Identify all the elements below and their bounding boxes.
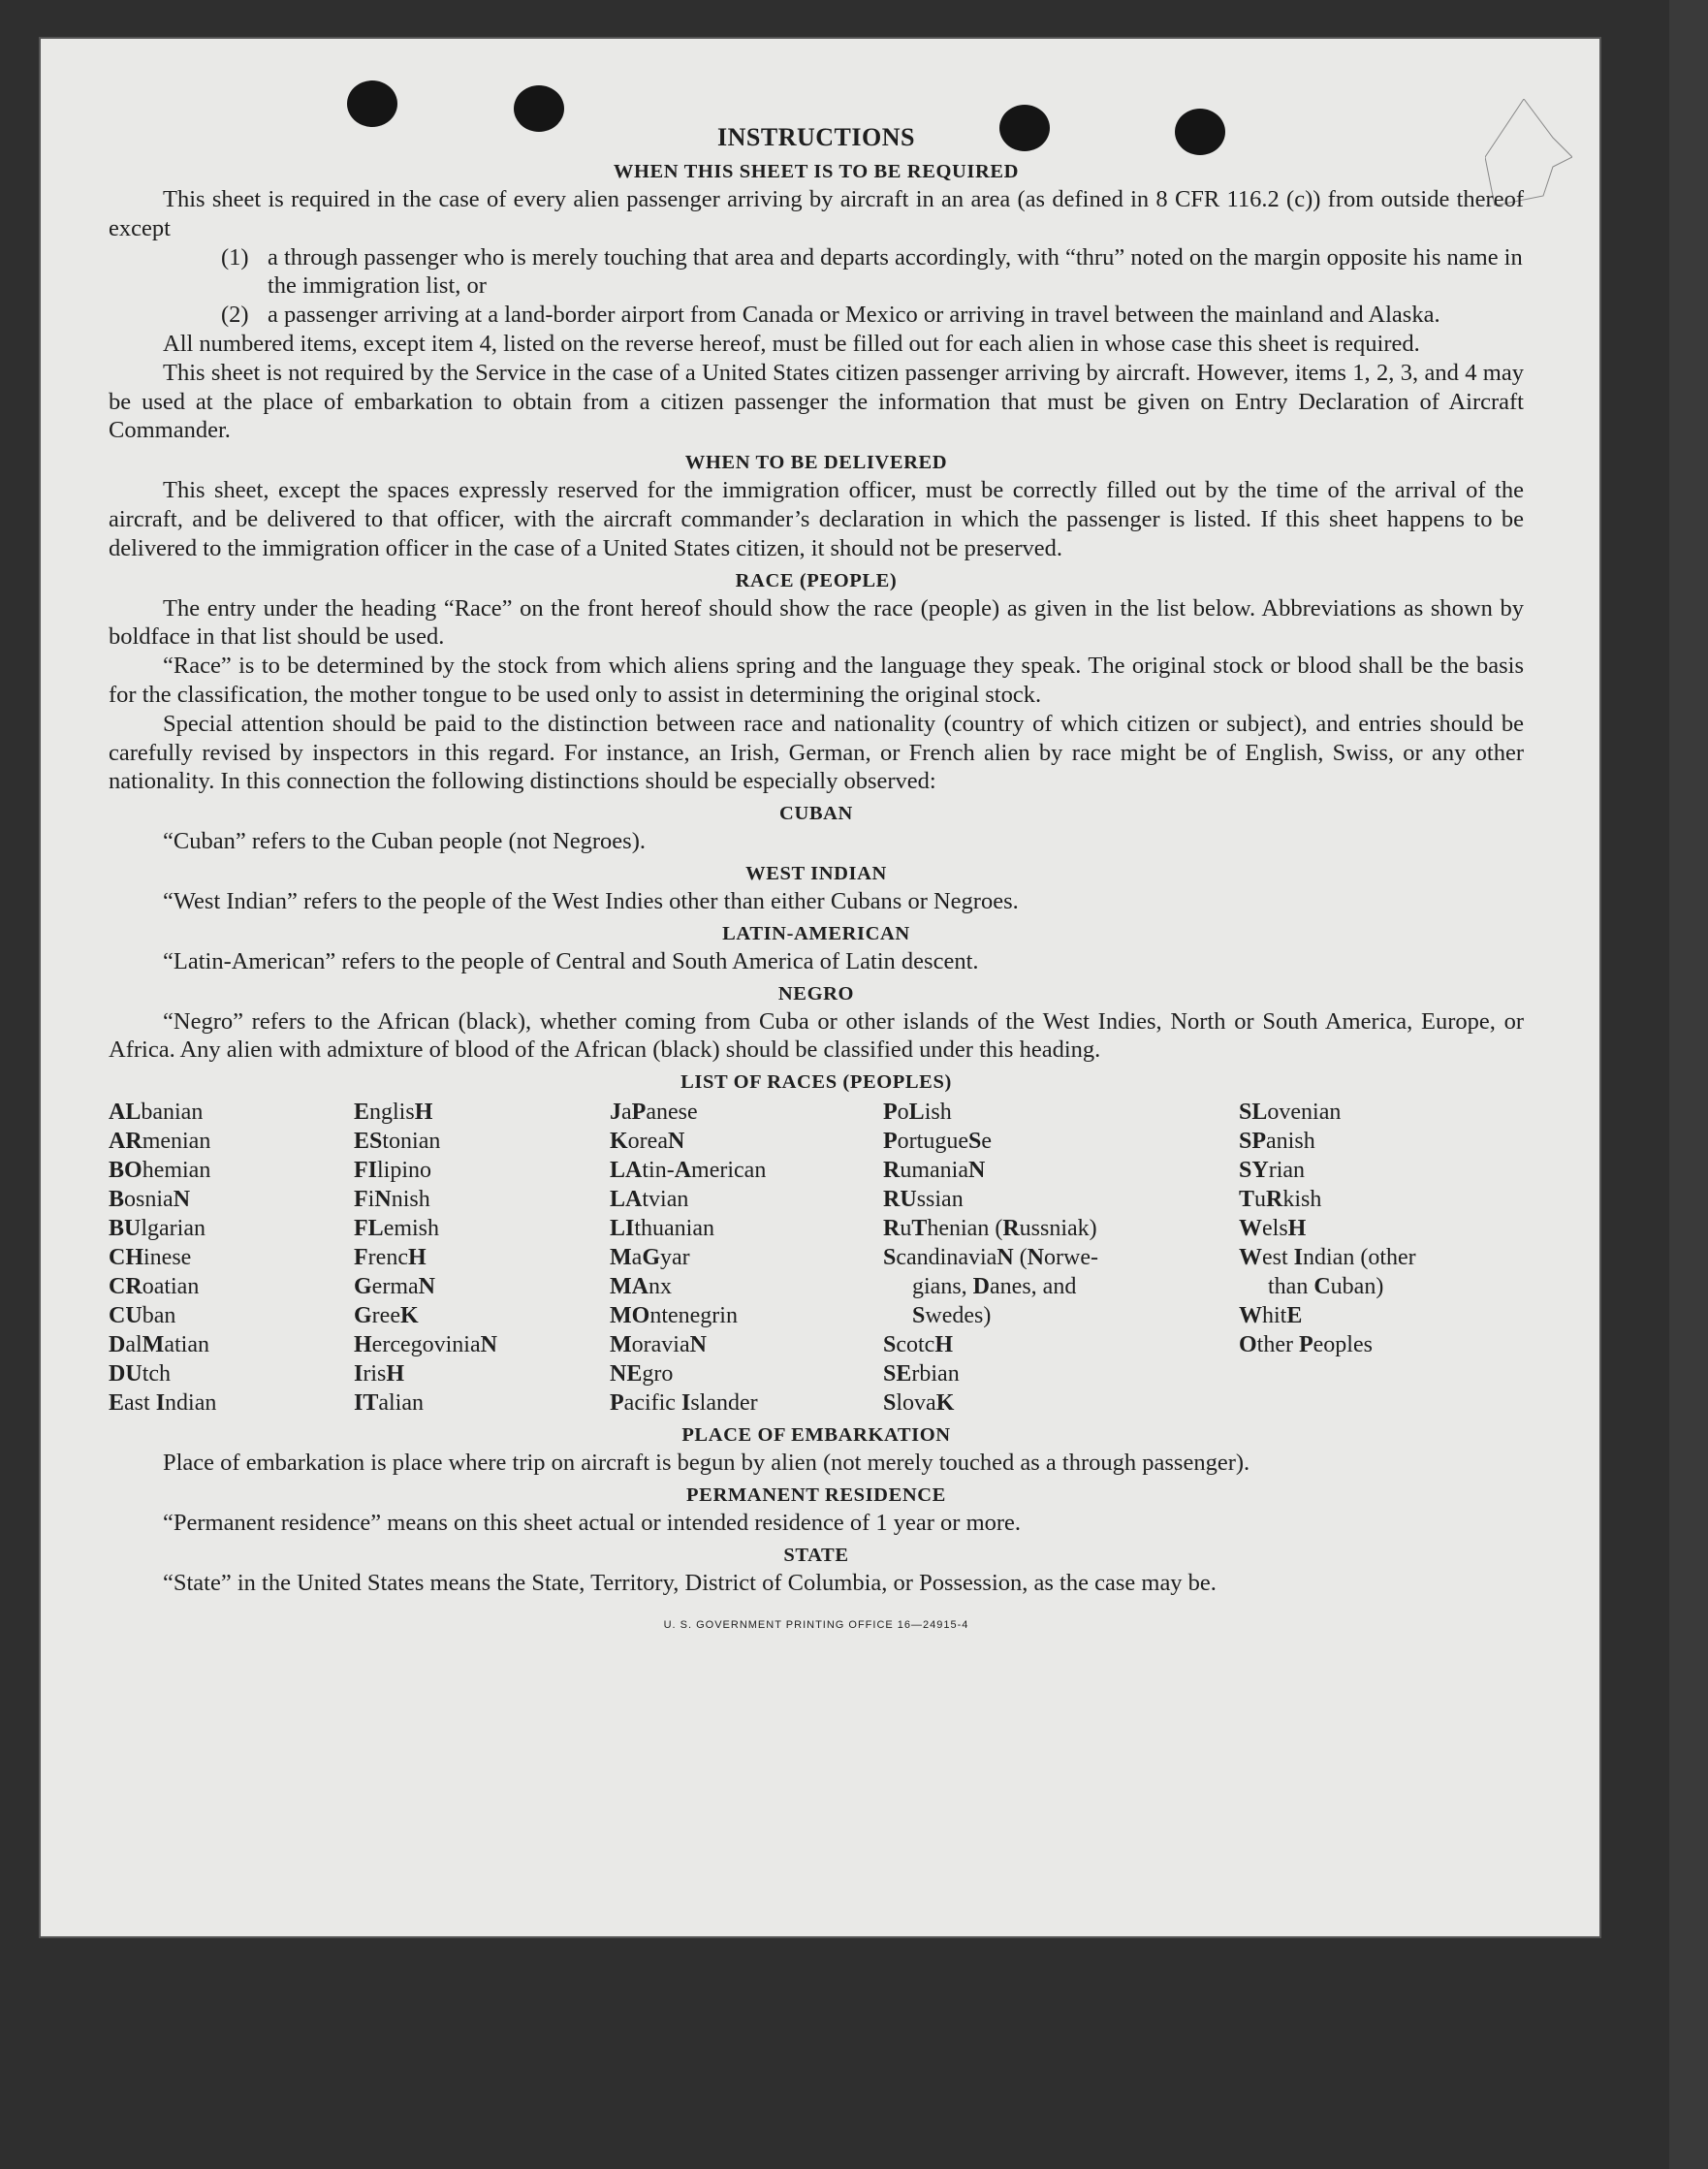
list-item (109, 243, 1524, 302)
paragraph-negro: “Negro” refers to the African (black), whether coming from Cuba or other islands of the West Indies, North or South America, Europe, or Africa. Any alien with admixture of blood of the African (black) should be classified under this heading. (109, 1007, 1524, 1064)
race-entry: RuThenian (Russniak) (883, 1216, 1097, 1242)
paragraph-embarkation: Place of embarkation is place where trip on aircraft is begun by alien (not merely touched as a through passenger). (163, 1450, 1250, 1477)
heading-when-delivered: WHEN TO BE DELIVERED (684, 452, 948, 474)
races-column-5 (1239, 1098, 1491, 1418)
list-item (109, 301, 1524, 330)
races-list (109, 1098, 1524, 1418)
race-entry: IrisH (354, 1361, 405, 1388)
paragraph-residence: “Permanent residence” means on this sheet actual or intended residence of 1 year or more. (163, 1509, 1022, 1536)
page-title: INSTRUCTIONS (717, 123, 915, 151)
paragraph-when-delivered: This sheet, except the spaces expressly reserved for the immigration officer, must be correctly filled out by the time of the arrival of the aircraft, and be delivered to that officer, with the aircraft commander’s declaration in which the passenger is listed. If this sheet happens to be delivered to the immigration officer in the case of a United States citizen, it should not be preserved. (109, 477, 1524, 561)
race-entry: SPanish (1239, 1129, 1315, 1155)
race-entry: DalMatian (109, 1332, 209, 1358)
paragraph-numbered-items: All numbered items, except item 4, listed on the reverse hereof, must be filled out for each alien in whose case this sheet is required. (163, 330, 1420, 357)
race-entry: HercegoviniaN (354, 1332, 497, 1358)
race-entry: FIlipino (354, 1158, 432, 1184)
race-entry: GermaN (354, 1274, 435, 1300)
race-entry: LAtin-American (610, 1158, 767, 1184)
race-entry: BosniaN (109, 1187, 191, 1213)
paragraph-when-required-intro: This sheet is required in the case of every alien passenger arriving by aircraft in an area (as defined in 8 CFR 116.2 (c)) from outside thereof except (109, 186, 1524, 241)
race-entry: CHinese (109, 1245, 192, 1271)
race-entry: West Indian (other (1239, 1245, 1416, 1271)
race-entry: FLemish (354, 1216, 440, 1242)
paragraph-cuban: “Cuban” refers to the Cuban people (not Negroes). (163, 828, 646, 855)
race-entry: BUlgarian (109, 1216, 206, 1242)
punch-hole-1 (347, 80, 397, 127)
race-entry: MAnx (610, 1274, 672, 1300)
item-number: (1) (221, 243, 249, 271)
race-entry: KoreaN (610, 1129, 685, 1155)
race-entry: NEgro (610, 1361, 674, 1388)
race-entry: EnglisH (354, 1100, 433, 1126)
heading-embarkation: PLACE OF EMBARKATION (681, 1424, 951, 1447)
paragraph-race-1: The entry under the heading “Race” on the front hereof should show the race (people) as given in the list below. Abbreviations as shown by boldface in that list should be used. (109, 594, 1524, 651)
race-entry: MOntenegrin (610, 1303, 738, 1329)
item-text: a through passenger who is merely touching that area and departs accordingly, with “thru” noted on the margin opposite his name in the immigration list, or (268, 243, 1523, 300)
heading-negro: NEGRO (777, 982, 855, 1005)
race-entry: Pacific Islander (610, 1390, 758, 1417)
paragraph-race-2: “Race” is to be determined by the stock from which aliens spring and the language they speak. The original stock or blood shall be the basis for the classification, the mother tongue to be used only to assist in determining the original stock. (109, 653, 1524, 708)
race-entry: Swedes) (912, 1303, 992, 1329)
item-text: a passenger arriving at a land-border airport from Canada or Mexico or arriving in travel between the mainland and Alaska. (268, 302, 1440, 329)
race-entry: ScotcH (883, 1332, 954, 1358)
race-entry: ITalian (354, 1390, 424, 1417)
item-number: (2) (221, 302, 249, 329)
race-entry: SLovenian (1239, 1100, 1342, 1126)
race-entry: MaGyar (610, 1245, 690, 1271)
paragraph-race-3: Special attention should be paid to the distinction between race and nationality (country of which citizen or subject), and entries should be carefully revised by inspectors in this regard. For instance, an Irish, German, or French alien by race might be of English, Swiss, or any other nationality. In this connection the following distinctions should be especially observed: (109, 710, 1524, 795)
race-entry: BOhemian (109, 1158, 211, 1184)
scan-background (1669, 0, 1708, 2169)
race-entry: East Indian (109, 1390, 217, 1417)
races-column-1 (109, 1098, 354, 1418)
race-entry: FiNnish (354, 1187, 430, 1213)
races-column-3 (610, 1098, 883, 1418)
race-entry: PoLish (883, 1100, 952, 1126)
race-entry: PortugueSe (883, 1129, 992, 1155)
race-entry: LAtvian (610, 1187, 689, 1213)
race-entry: RUssian (883, 1187, 964, 1213)
paragraph-west-indian: “West Indian” refers to the people of the West Indies other than either Cubans or Negroes. (163, 887, 1019, 914)
heading-state: STATE (783, 1544, 849, 1566)
race-entry: WelsH (1239, 1216, 1307, 1242)
race-entry: WhitE (1239, 1303, 1303, 1329)
paragraph-state: “State” in the United States means the State, Territory, District of Columbia, or Possession, as the case may be. (163, 1569, 1217, 1596)
heading-race: RACE (PEOPLE) (735, 569, 898, 591)
race-entry: MoraviaN (610, 1332, 707, 1358)
race-entry: TuRkish (1239, 1187, 1322, 1213)
race-entry: ScandinaviaN (Norwe- (883, 1245, 1098, 1271)
printer-imprint: U. S. GOVERNMENT PRINTING OFFICE 16—24915-4 (663, 1618, 969, 1631)
race-entry: JaPanese (610, 1100, 698, 1126)
race-entry: SErbian (883, 1361, 960, 1388)
heading-cuban: CUBAN (779, 803, 853, 825)
race-entry: ALbanian (109, 1100, 204, 1126)
races-column-2 (354, 1098, 610, 1418)
race-entry: EStonian (354, 1129, 441, 1155)
race-entry: DUtch (109, 1361, 172, 1388)
race-entry: CUban (109, 1303, 176, 1329)
race-entry: SYrian (1239, 1158, 1306, 1184)
race-entry: Other Peoples (1239, 1332, 1373, 1358)
race-entry: CRoatian (109, 1274, 200, 1300)
race-entry: RumaniaN (883, 1158, 986, 1184)
paragraph-citizen: This sheet is not required by the Service in the case of a United States citizen passenger arriving by aircraft. However, items 1, 2, 3, and 4 may be used at the place of embarkation to obtain from a citizen passenger the information that must be given on Entry Declaration of Aircraft Commander. (109, 359, 1524, 444)
race-entry: LIthuanian (610, 1216, 714, 1242)
race-entry: SlovaK (883, 1390, 955, 1417)
race-entry: than Cuban) (1268, 1274, 1384, 1300)
heading-latin-american: LATIN-AMERICAN (722, 922, 910, 944)
paragraph-latin-american: “Latin-American” refers to the people of Central and South America of Latin descent. (163, 947, 979, 974)
race-entry: GreeK (354, 1303, 419, 1329)
race-entry: FrencH (354, 1245, 427, 1271)
race-entry: ARmenian (109, 1129, 211, 1155)
heading-list-of-races: LIST OF RACES (PEOPLES) (680, 1071, 952, 1094)
race-entry: gians, Danes, and (912, 1274, 1077, 1300)
races-column-4 (883, 1098, 1239, 1418)
heading-residence: PERMANENT RESIDENCE (686, 1483, 946, 1506)
heading-when-required: WHEN THIS SHEET IS TO BE REQUIRED (613, 161, 1020, 182)
heading-west-indian: WEST INDIAN (745, 862, 887, 884)
instructions-content (109, 121, 1524, 1640)
